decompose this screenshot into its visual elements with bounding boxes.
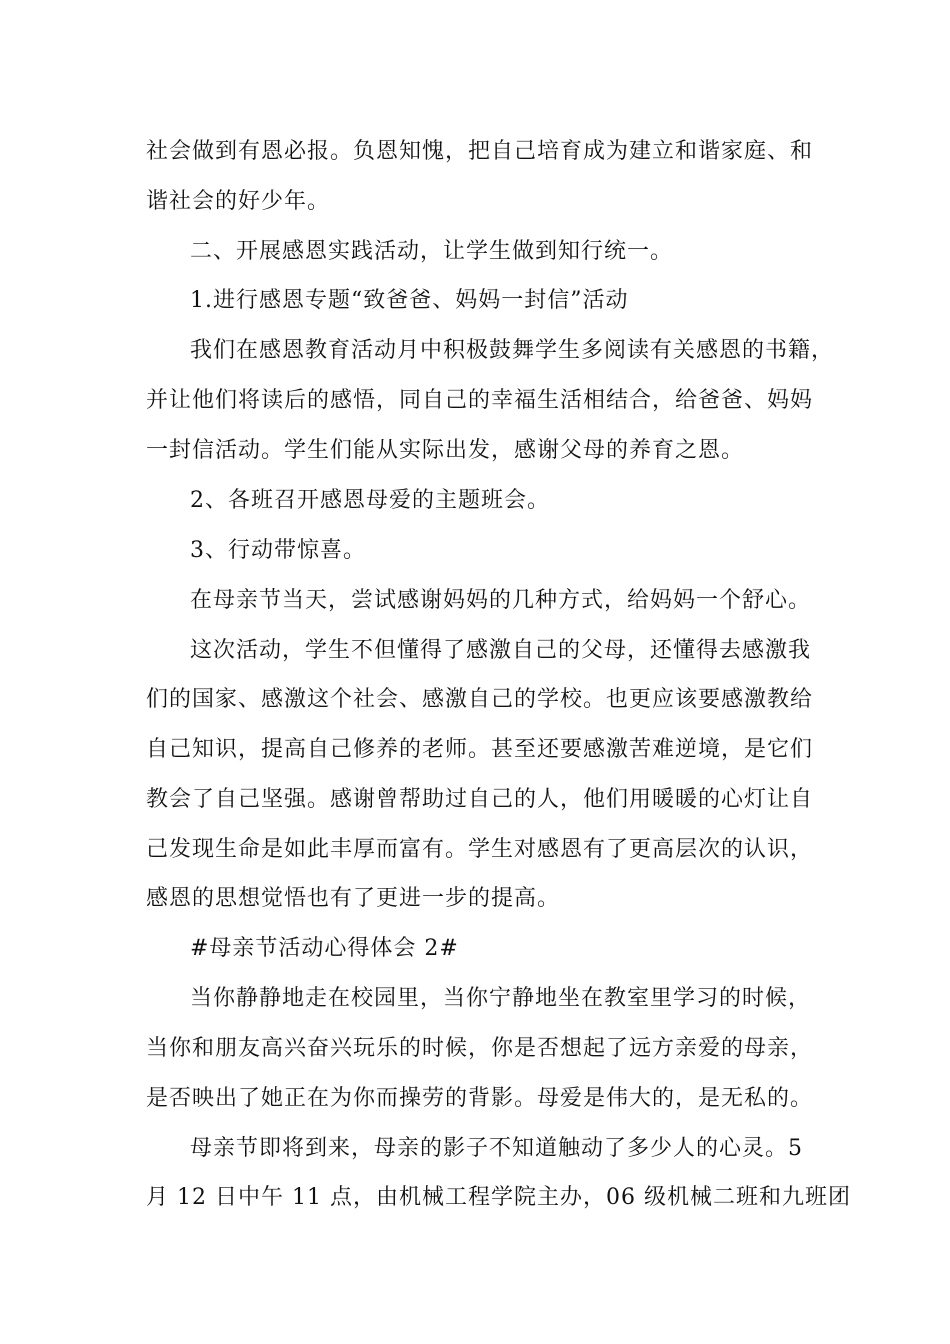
text-line: 己发现生命是如此丰厚而富有。学生对感恩有了更高层次的认识， — [146, 837, 814, 862]
text-line: 们的国家、感激这个社会、感激自己的学校。也更应该要感激教给 — [146, 687, 814, 712]
text-line: 母亲节即将到来，母亲的影子不知道触动了多少人的心灵。5 — [190, 1136, 803, 1161]
text-line: 当你静静地走在校园里，当你宁静地坐在教室里学习的时候， — [190, 986, 812, 1011]
text-line: 教会了自己坚强。感谢曾帮助过自己的人，他们用暖暖的心灯让自 — [146, 787, 814, 812]
text-line: 这次活动，学生不但懂得了感激自己的父母，还懂得去感激我 — [190, 638, 812, 663]
text-line: 社会做到有恩必报。负恩知愧，把自己培育成为建立和谐家庭、和 — [146, 139, 814, 164]
subsection-heading: 1.进行感恩专题“致爸爸、妈妈一封信”活动 — [190, 288, 629, 313]
text-line: 自己知识，提高自己修养的老师。甚至还要感激苦难逆境，是它们 — [146, 737, 814, 762]
text-line: 当你和朋友高兴奋兴玩乐的时候，你是否想起了远方亲爱的母亲， — [146, 1036, 814, 1061]
text-line: 感恩的思想觉悟也有了更进一步的提高。 — [146, 886, 561, 911]
text-line: 在母亲节当天，尝试感谢妈妈的几种方式，给妈妈一个舒心。 — [190, 588, 812, 613]
text-line: 谐社会的好少年。 — [146, 189, 331, 214]
subsection-heading: 3、行动带惊喜。 — [190, 538, 366, 563]
article-heading: #母亲节活动心得体会 2# — [190, 936, 459, 961]
subsection-heading: 2、各班召开感恩母爱的主题班会。 — [190, 488, 550, 513]
text-line: 我们在感恩教育活动月中积极鼓舞学生多阅读有关感恩的书籍， — [190, 338, 835, 363]
text-line: 是否映出了她正在为你而操劳的背影。母爱是伟大的，是无私的。 — [146, 1086, 814, 1111]
section-heading: 二、开展感恩实践活动，让学生做到知行统一。 — [190, 239, 674, 264]
text-line: 月 12 日中午 11 点，由机械工程学院主办，06 级机械二班和九班团 — [146, 1185, 851, 1210]
text-line: 一封信活动。学生们能从实际出发，感谢父母的养育之恩。 — [146, 438, 745, 463]
text-line: 并让他们将读后的感悟，同自己的幸福生活相结合，给爸爸、妈妈 — [146, 388, 814, 413]
